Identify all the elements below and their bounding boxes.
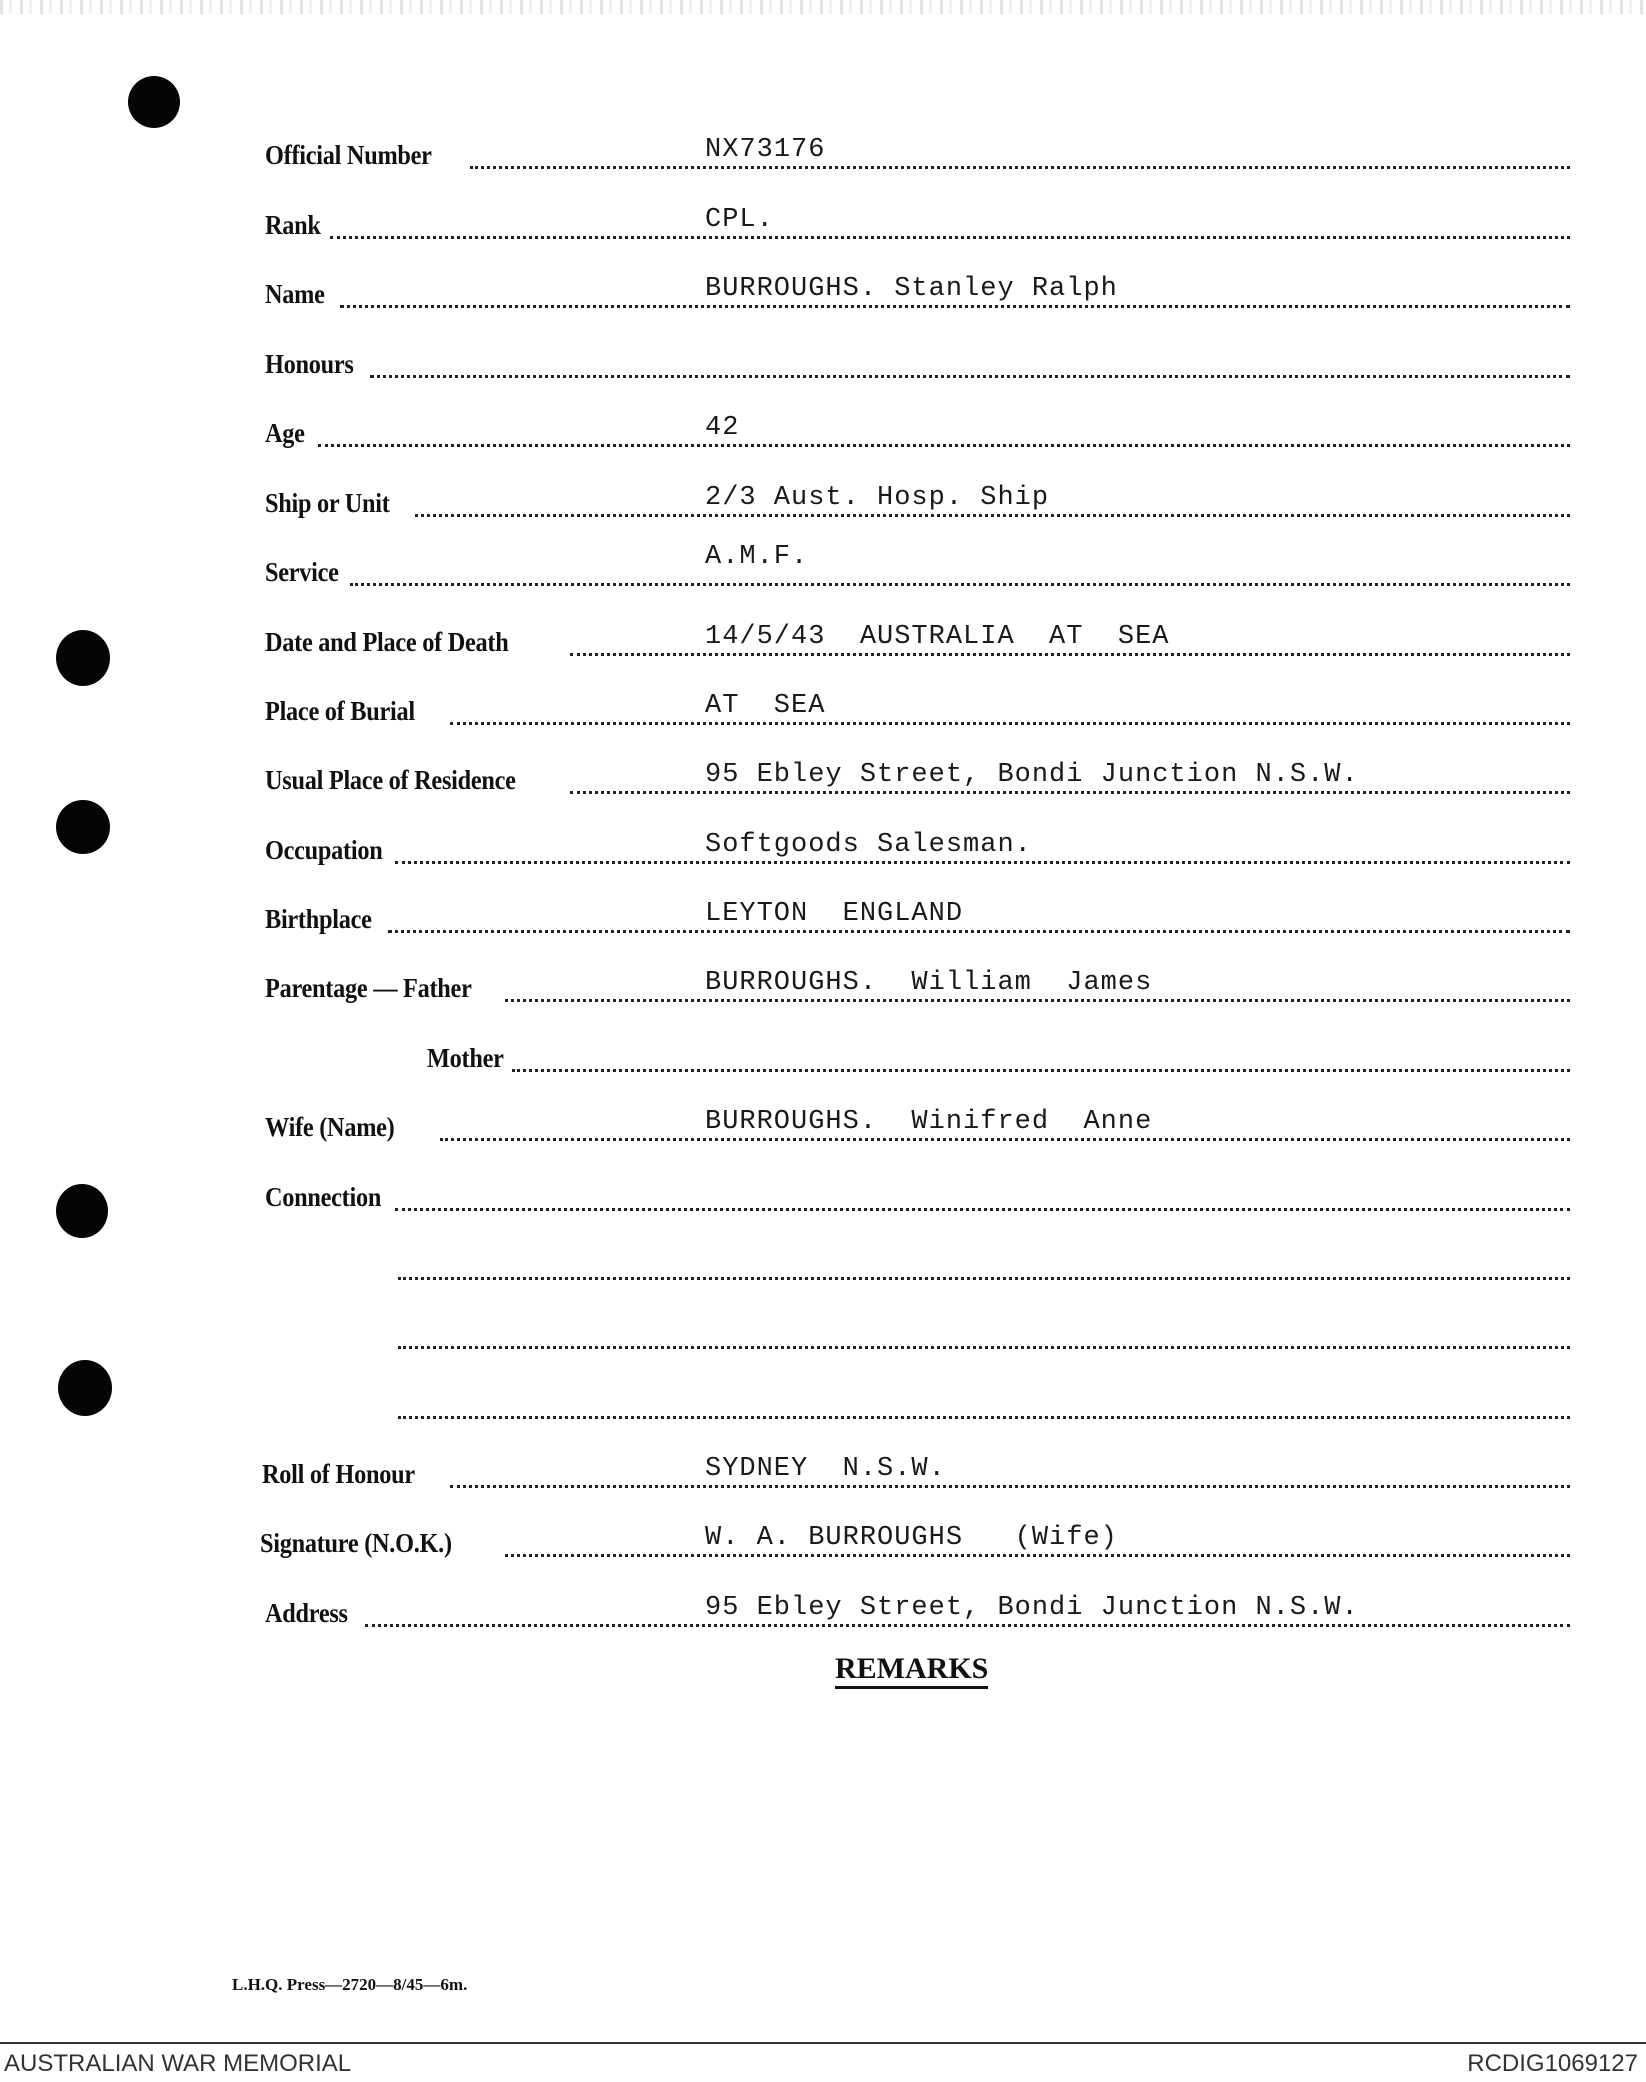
field-row <box>0 760 1646 800</box>
field-row <box>0 483 1646 523</box>
field-row <box>0 1385 1646 1425</box>
field-label: Name <box>265 279 325 309</box>
dotted-line <box>398 1277 1570 1280</box>
field-value: A.M.F. <box>705 542 809 572</box>
field-label: Parentage — Father <box>265 973 472 1003</box>
dotted-line <box>570 653 1570 656</box>
field-row <box>0 899 1646 939</box>
field-row <box>0 622 1646 662</box>
field-value: AT SEA <box>705 691 826 721</box>
field-row <box>0 1177 1646 1217</box>
remarks-heading: REMARKS <box>835 1652 988 1689</box>
dotted-line <box>340 305 1570 308</box>
field-label: Roll of Honour <box>262 1459 415 1489</box>
scan-noise <box>0 0 1646 14</box>
dotted-line <box>450 722 1570 725</box>
dotted-line <box>395 1208 1570 1211</box>
field-row <box>0 1246 1646 1286</box>
field-row <box>0 1107 1646 1147</box>
field-value: Softgoods Salesman. <box>705 830 1032 860</box>
field-row <box>0 1523 1646 1563</box>
field-row <box>0 830 1646 870</box>
field-row <box>0 1315 1646 1355</box>
field-label: Occupation <box>265 835 383 865</box>
field-row <box>0 968 1646 1008</box>
field-row <box>0 1038 1646 1078</box>
field-value: 95 Ebley Street, Bondi Junction N.S.W. <box>705 760 1359 790</box>
press-mark: L.H.Q. Press—2720—8/45—6m. <box>232 1975 468 1994</box>
field-value: LEYTON ENGLAND <box>705 899 964 929</box>
field-row <box>0 344 1646 384</box>
field-label: Honours <box>265 349 354 379</box>
footer-divider <box>0 2042 1646 2044</box>
field-row <box>0 1593 1646 1633</box>
field-value: BURROUGHS. Stanley Ralph <box>705 274 1118 304</box>
dotted-line <box>370 375 1570 378</box>
field-label: Official Number <box>265 140 432 170</box>
field-value: 42 <box>705 413 740 443</box>
dotted-line <box>505 999 1570 1002</box>
field-value: BURROUGHS. William James <box>705 968 1153 998</box>
footer-archive-name: AUSTRALIAN WAR MEMORIAL <box>4 2050 352 2077</box>
dotted-line <box>415 514 1570 517</box>
field-value: W. A. BURROUGHS (Wife) <box>705 1523 1118 1553</box>
field-value: CPL. <box>705 205 774 235</box>
field-value: SYDNEY N.S.W. <box>705 1454 946 1484</box>
field-value: 2/3 Aust. Hosp. Ship <box>705 483 1050 513</box>
field-value: 95 Ebley Street, Bondi Junction N.S.W. <box>705 1593 1359 1623</box>
dotted-line <box>398 1346 1570 1349</box>
field-row <box>0 135 1646 175</box>
field-row <box>0 1454 1646 1494</box>
dotted-line <box>450 1485 1570 1488</box>
field-label: Place of Burial <box>265 696 415 726</box>
dotted-line <box>365 1624 1570 1627</box>
field-row <box>0 413 1646 453</box>
dotted-line <box>318 444 1570 447</box>
dotted-line <box>330 236 1570 239</box>
punch-hole <box>128 76 180 128</box>
dotted-line <box>505 1554 1570 1557</box>
field-label: Date and Place of Death <box>265 627 509 657</box>
field-label: Usual Place of Residence <box>265 765 516 795</box>
field-label: Mother <box>427 1043 504 1073</box>
dotted-line <box>398 1416 1570 1419</box>
field-value: NX73176 <box>705 135 826 165</box>
dotted-line <box>512 1069 1570 1072</box>
field-label: Birthplace <box>265 904 372 934</box>
field-label: Age <box>265 418 305 448</box>
field-row <box>0 542 1646 592</box>
field-row <box>0 691 1646 731</box>
dotted-line <box>440 1138 1570 1141</box>
footer-record-id: RCDIG1069127 <box>1467 2050 1638 2077</box>
field-label: Wife (Name) <box>265 1112 395 1142</box>
field-row <box>0 205 1646 245</box>
field-value: 14/5/43 AUSTRALIA AT SEA <box>705 622 1170 652</box>
field-row <box>0 274 1646 314</box>
dotted-line <box>395 861 1570 864</box>
field-label: Service <box>265 557 339 587</box>
dotted-line <box>350 583 1570 586</box>
field-label: Signature (N.O.K.) <box>260 1528 452 1558</box>
field-label: Rank <box>265 210 321 240</box>
field-value: BURROUGHS. Winifred Anne <box>705 1107 1153 1137</box>
field-label: Address <box>265 1598 348 1628</box>
field-label: Ship or Unit <box>265 488 390 518</box>
field-label: Connection <box>265 1182 382 1212</box>
dotted-line <box>570 791 1570 794</box>
dotted-line <box>470 166 1570 169</box>
dotted-line <box>388 930 1570 933</box>
